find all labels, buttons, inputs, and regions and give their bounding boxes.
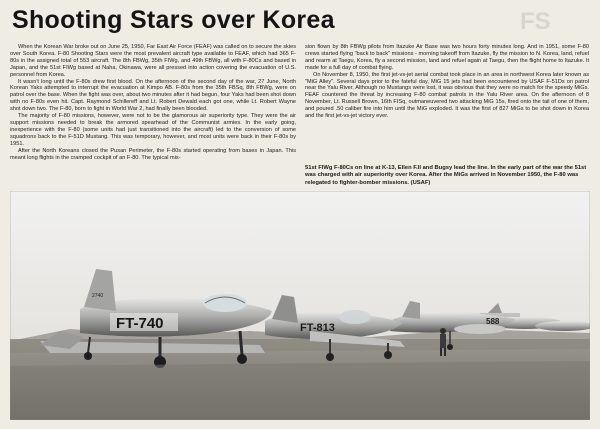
article-paragraph: When the Korean War broke out on June 25, 1950, Far East Air Force (FEAF) was called on to secure the skies over South Korea. F-80 Shooting Stars were the most prevalent aircraft type available to FEAF, which had 365 F-80s in the assigned total of 553 aircraft. The 8th FBWg, 35th FIWg, and 49th FBWg, all with F-80Cs and based in Japan, and the 51st FIWg based at Naha, Okinawa, were all pressed into action covering the evacuation of U.S. personnel from Korea. <box>10 44 296 78</box>
article-paragraph: sion flown by 8th FBWg pilots from Itazuke Air Base was two hours forty minutes long. And in 1951, some F-80 crews started flying "back to back" missions - morning takeoff from Itazuke, fly the mission to N. Korea, land, refuel and rearm at Taegu, Korea, fly a second mission, land and refuel again at Taegu, then the flight home to Itazuke. It made for a full day of combat flying. <box>305 44 589 71</box>
aircraft-photo <box>10 191 590 420</box>
aircraft-code-1: FT-740 <box>116 315 164 332</box>
aircraft-serial: 2740 <box>92 293 104 299</box>
next-page-title-fragment: FS <box>520 8 551 35</box>
article-paragraph: After the North Koreans closed the Pusan Perimeter, the F-80s started operating from bases in Japan. This meant long flights in the cramped cockpit of an F-80. The typical mis- <box>10 147 296 161</box>
article-paragraph: The majority of F-80 missions, however, were not to be the glamorous air superiority type. They were the air support missions needed to break the armored spearhead of the Communist armies. In the early going, inexperience with the F-80 (some units had just transitioned into the aircraft) led to the conversion of some squadrons back to the F-51D Mustang. This was temporary, however, and most units were back in their F-80s by 1951. <box>10 113 296 147</box>
article-paragraph: It wasn't long until the F-80s drew first blood. On the afternoon of the second day of the war, 27 June, North Korean Yaks attempted to interrupt the evacuation at Kimpo AB. F-80s from the 35th FBSq, 8th FBWg, were on patrol over the base. When the fight was over, about two minutes after it had begun, four Yaks had been shot down with no F-80s even hit. Capt. Raymond Schillereff and Lt. Robert Dewald each got one, while Lt. Robert Wayne shot down two. The F-80, born to fight in World War 2, had finally been blooded. <box>10 78 296 113</box>
article-column-left <box>10 44 296 161</box>
aircraft-code-2: FT-813 <box>300 322 335 334</box>
photo-caption: 51st FIWg F-80Cs on line at K-13, Ellen F.II and Bugsy lead the line. In the early part of the war the 51st was charged with air superiority over Korea. After the MiGs arrived in November 1950, the F-80 was relegated to fighter-bomber missions. (USAF) <box>305 165 587 186</box>
article-column-right <box>305 44 589 120</box>
aircraft-code-3: 588 <box>486 317 500 326</box>
page-title: Shooting Stars over Korea <box>12 6 335 34</box>
article-paragraph: On November 8, 1950, the first jet-vs-jet aerial combat took place in an area in northwest Korea later known as "MiG Alley". Several days prior to the fateful day, MiG 15 jets had been encountered by USAF F-51Ds on patrol near the Yalu River. Although no Mustangs were lost, it was obvious that they were no match for the speedy MiGs. FEAF countered the threat by increasing F-80 combat patrols in the Yalu River area. On the afternoon of 8 November, Lt. Russell Brown, 16th FISq, outmaneuvered two attacking MiG 15s, fired onto the tail of one of them, and poured .50 caliber fire into him until the MiG exploded. It was the first of 827 MiGs to be shot down in Korea and the first jet-vs-jet victory ever. <box>305 71 589 120</box>
